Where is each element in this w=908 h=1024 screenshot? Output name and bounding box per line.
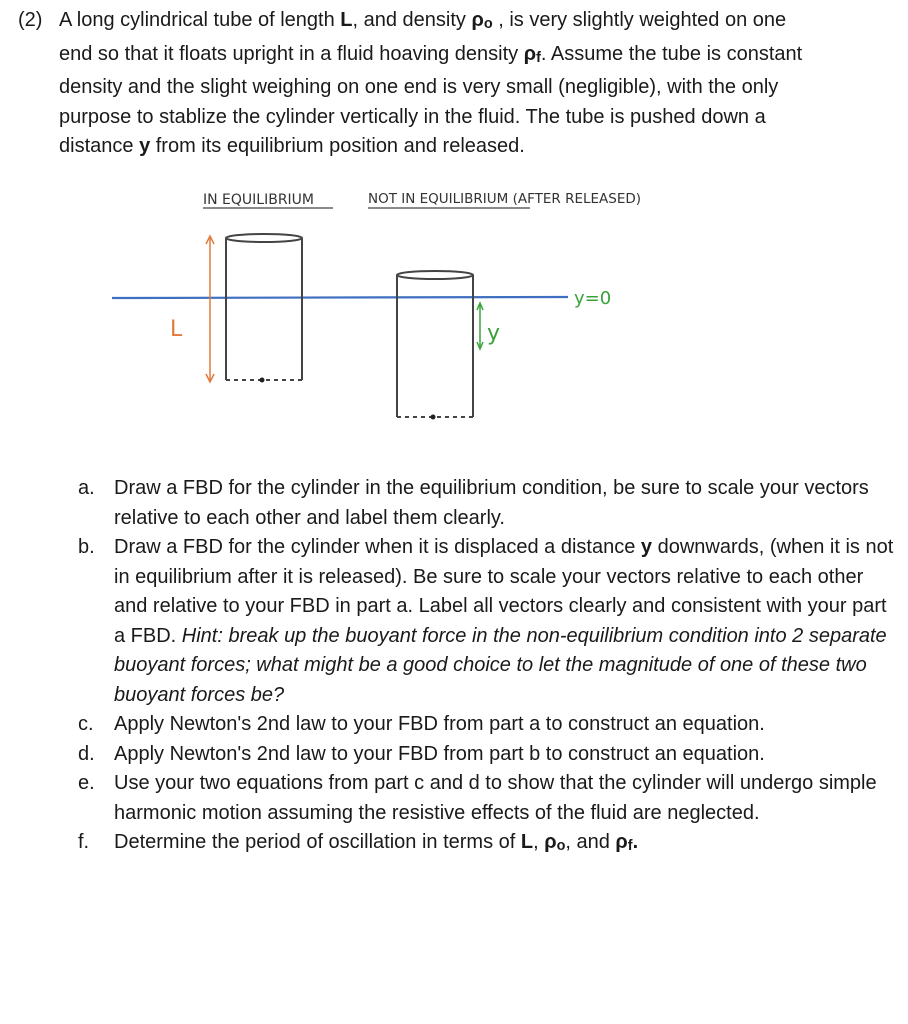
problem-text-4: . Assume the tube is constant density and the slight weighing on one end is very small (negligible), with the only purpose to stablize the cylinder vertically in the fluid. The tube is pushed down a distance <box>59 42 803 157</box>
question-label: e. <box>78 772 95 794</box>
length-symbol: L <box>340 9 353 31</box>
rho-f-symbol <box>524 43 541 65</box>
y-symbol: y <box>640 536 653 558</box>
period-dot: . <box>632 831 639 853</box>
rho-sub-f: f <box>627 838 633 854</box>
question-label: a. <box>78 477 95 499</box>
question-a <box>78 474 898 533</box>
question-label: b. <box>78 536 95 558</box>
problem-number: (2) <box>18 9 43 31</box>
rho-char: ρ <box>615 831 628 853</box>
hint-text: Hint: break up the buoyant force in the non-equilibrium condition into 2 separate buoyant forces; what might be a good choice to let the magnitude of one of these two buoyant forces be? <box>114 624 887 706</box>
sub-questions <box>78 474 898 862</box>
problem-text-5: from its equilibrium position and released. <box>150 135 525 157</box>
question-text: Use your two equations from part c and d to show that the cylinder will undergo simple harmonic motion assuming the resistive effects of the fluid are neglected. <box>114 772 877 824</box>
water-line <box>112 297 568 298</box>
question-e <box>78 769 898 828</box>
question-label: c. <box>78 713 94 735</box>
question-text: Draw a FBD for the cylinder in the equilibrium condition, be sure to scale your vectors relative to each other and label them clearly. <box>114 477 869 529</box>
problem-text-3: , is very slightly weighted on one end so that it floats upright in a fluid hoaving density <box>59 9 787 65</box>
label-not-equilibrium: NOT IN EQUILIBRIUM (AFTER RELEASED) <box>368 191 642 207</box>
weight-dot <box>431 415 436 420</box>
question-text: Determine the period of oscillation in terms of <box>114 831 521 853</box>
problem-text-1: A long cylindrical tube of length <box>59 9 341 31</box>
problem-text <box>59 6 819 162</box>
displacement-label: y <box>487 321 501 346</box>
question-text-2: downwards, (when it is not in equilibrium after it is released). Be sure to scale your vectors relative to each other and relative to your FBD in part a. Label all vectors clearly and consistent with your part a FBD. <box>114 536 894 647</box>
question-d <box>78 740 898 770</box>
weight-dot <box>260 378 265 383</box>
length-symbol: L <box>520 831 534 853</box>
rho-char: ρ <box>544 831 557 853</box>
question-text: Draw a FBD for the cylinder when it is displaced a distance <box>114 536 641 558</box>
cylinder-displaced <box>397 271 473 420</box>
question-label: f. <box>78 831 90 853</box>
cylinder-top <box>226 234 302 242</box>
cylinder-equilibrium <box>226 234 302 383</box>
cylinder-diagram <box>0 180 908 440</box>
rho-o-symbol <box>471 9 492 31</box>
rho-o-symbol <box>544 831 565 853</box>
rho-sub-f: f <box>536 49 541 66</box>
rho-sub-o: o <box>556 838 566 854</box>
rho-f-symbol <box>615 831 632 853</box>
question-c <box>78 710 898 740</box>
rho-char: ρ <box>523 42 537 65</box>
length-label: L <box>170 317 183 342</box>
cylinder-top <box>397 271 473 279</box>
label-equilibrium: IN EQUILIBRIUM <box>203 192 315 208</box>
rho-char: ρ <box>471 9 484 31</box>
problem-text-2: , and density <box>352 9 472 31</box>
comma-2: , and <box>565 831 616 853</box>
question-b <box>78 533 898 710</box>
comma-1: , <box>533 831 545 853</box>
level-label: y=0 <box>574 288 612 309</box>
question-f <box>78 828 898 862</box>
question-text: Apply Newton's 2nd law to your FBD from part a to construct an equation. <box>114 713 765 735</box>
question-text: Apply Newton's 2nd law to your FBD from part b to construct an equation. <box>114 742 765 765</box>
question-label: d. <box>78 742 95 765</box>
rho-sub-o: o <box>483 16 493 32</box>
y-symbol: y <box>139 135 151 157</box>
